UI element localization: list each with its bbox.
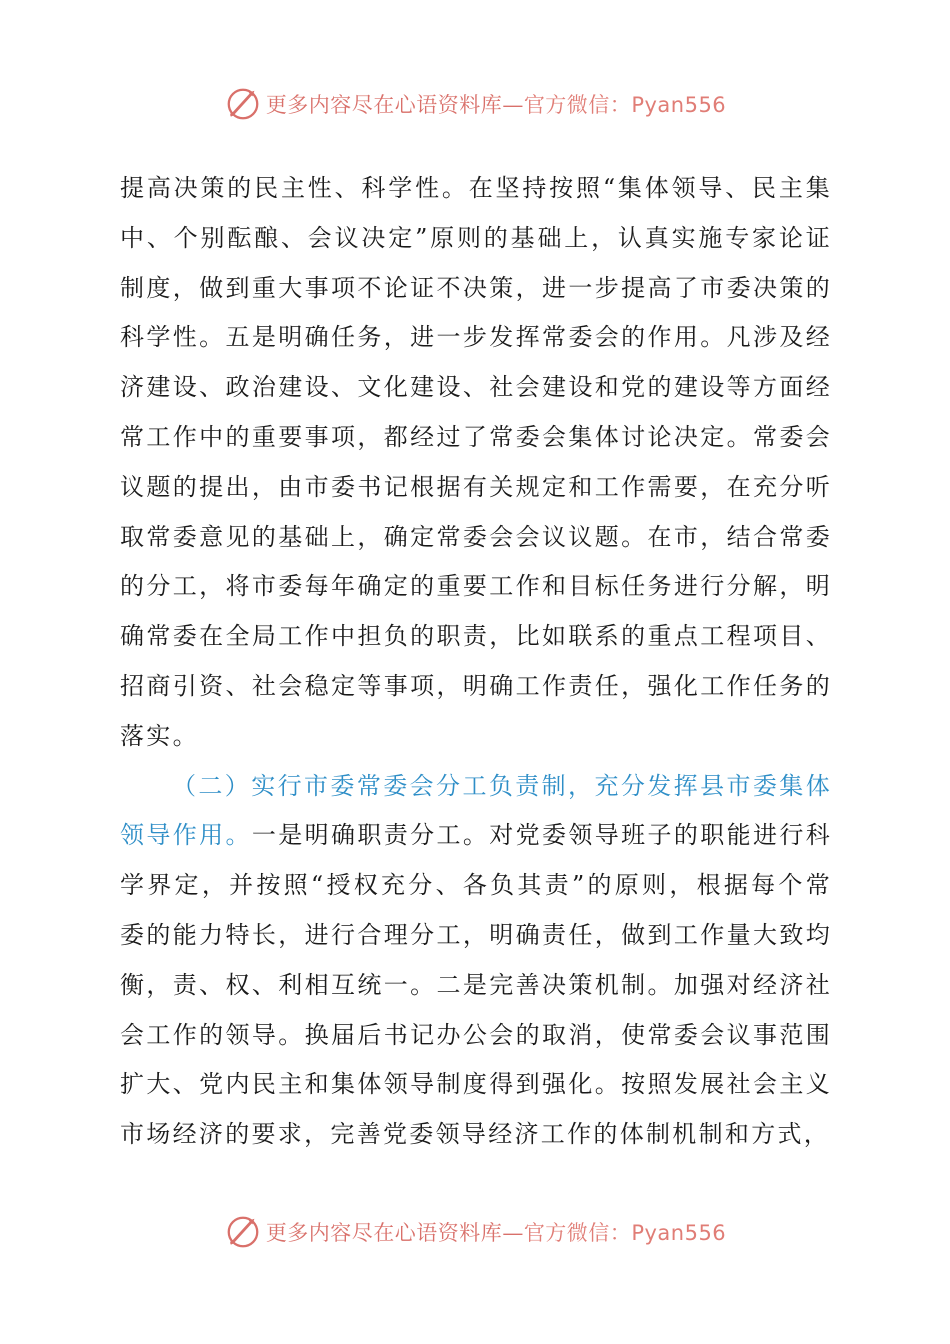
watermark-site-text: 更多内容尽在心语资料库 — [265, 93, 503, 117]
watermark-dash: — — [502, 1221, 524, 1245]
watermark-wechat-label: 官方微信： — [523, 1221, 632, 1245]
header-watermark — [0, 82, 950, 126]
watermark-dash: — — [502, 93, 524, 117]
paragraph-1: 提高决策的民主性、科学性。在坚持按照“集体领导、民主集中、个别酝酿、会议决定”原则的基础上，认真实施专家论证制度，做到重大事项不论证不决策，进一步提高了市委决策的科学性。五是明确任务，进一步发挥常委会的作用。凡涉及经济建设、政治建设、文化建设、社会建设和党的建设等方面经常工作中的重要事项，都经过了常委会集体讨论决定。常委会议题的提出，由市委书记根据有关规定和工作需要，在充分听取常委意见的基础上，确定常委会会议议题。在市，结合常委的分工，将市委每年确定的重要工作和目标任务进行分解，明确常委在全局工作中担负的职责，比如联系的重点工程项目、招商引资、社会稳定等事项，明确工作责任，强化工作任务的落实。 — [120, 174, 832, 750]
section-heading: （二）实行市委常委会分工负责制，充分发挥县市委集体领导作用。 — [120, 771, 832, 850]
document-body — [120, 164, 832, 1160]
footer-watermark — [0, 1210, 950, 1254]
pen-logo-icon — [224, 1213, 262, 1251]
pen-logo-icon — [224, 85, 262, 123]
watermark-wechat-label: 官方微信： — [523, 93, 632, 117]
paragraph-2-text: 一是明确职责分工。对党委领导班子的职能进行科学界定，并按照“授权充分、各负其责”的原则，根据每个常委的能力特长，进行合理分工，明确责任，做到工作量大致均衡，责、权、利相互统一。二是完善决策机制。加强对经济社会工作的领导。换届后书记办公会的取消，使常委会议事范围扩大、党内民主和集体领导制度得到强化。按照发展社会主义市场经济的要求，完善党委领导经济工作的体制机制和方式， — [120, 821, 833, 1149]
watermark-wechat-id: Pyan556 — [631, 1221, 727, 1245]
watermark-site-text: 更多内容尽在心语资料库 — [265, 1221, 503, 1245]
paragraph-2 — [120, 762, 832, 1160]
watermark-wechat-id: Pyan556 — [631, 93, 727, 117]
